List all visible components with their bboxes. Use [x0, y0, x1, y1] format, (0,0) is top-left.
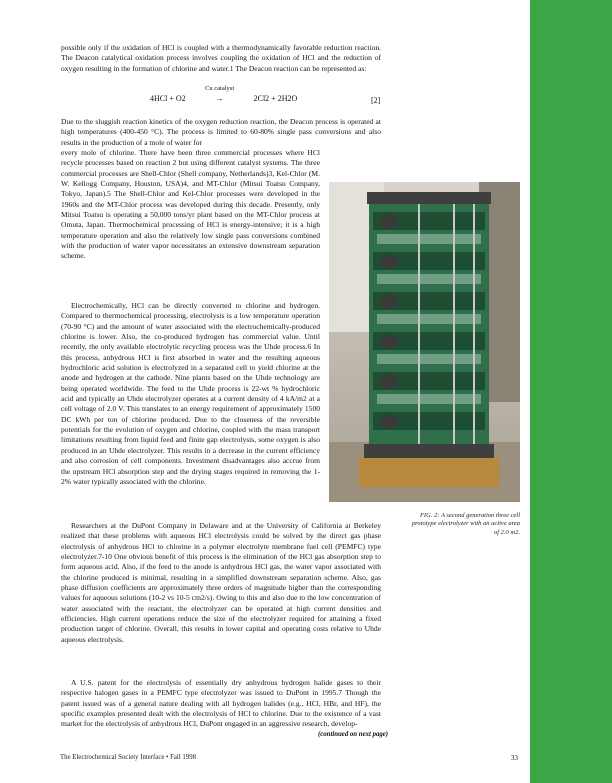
figure-caption: FIG. 2: A second generation three cell prototype electrolyzer with an active area of 2.0 m2. — [411, 512, 520, 536]
equation-arrow: → — [215, 94, 224, 103]
equation-number: [2] — [371, 96, 381, 105]
paragraph-3: Electrochemically, HCl can be directly converted to chlorine and hydrogen. Compared to thermochemical processing, electrolysis is a low temperature operation (70-90 °C) and the amount of water associated with the electrochemically-produced chlorine is lower. Also, the co-produced hydrogen has commercial value. Until recently, the only available electrolytic recycling process was the Uhde process.6 In this process, anhydrous HCl is first absorbed in water and the resulting aqueous hydrochloric acid solution is electrolyzed in a separated cell to yield chlorine at the anode and hydrogen at the cathode. Nine plants based on the Uhde technology are being operated worldwide. The feed to the Uhde process is 22-wt % hydrochloric acid and typically an Uhde electrolyzer operates at a current density of 4 kA/m2 at a cell voltage of 2.0 V. This translates to an energy requirement of approximately 1500 DC kWh per ton of chlorine produced. Due to the closeness of the reversible potentials for the evolution of oxygen and chlorine, coupled with the mass transport limitations resulting from liquid feed and finite gap electrolysis, some oxygen is also produced in an Uhde electrolyzer. This results in a decrease in the current efficiency and also corrosion of cell components. Investment disadvantages also accrue from the upstream HCl absorption step and the drying stages required in removing the 1-2% water typically associated with the chlorine. — [61, 301, 320, 486]
equation-arrow-label: Cu catalyst — [205, 85, 235, 92]
equation-left: 4HCl + O2 — [150, 94, 186, 103]
paragraph-1: possible only if the oxidation of HCl is coupled with a thermodynamically favorable reduction reaction. The Deacon catalytical oxidation process involves coupling the oxidation of HCl and the reduction of oxygen resulting in the formation of chlorine and water.1 The Deacon reaction can be represented as: — [61, 43, 381, 73]
page-number: 33 — [511, 754, 518, 762]
paragraph-2a: Due to the sluggish reaction kinetics of the oxygen reduction reaction, the Deacon process is operated at high temperatures (400-450 °C). The process is limited to 60-80% single pass conversions and also results in the production of a mole of water for — [61, 117, 381, 147]
electrolyzer-illustration — [329, 182, 520, 502]
paragraph-2b: every mole of chlorine. There have been three commercial processes where HCl recycle processes based on reaction 2 but using different catalyst systems. The three commercial processes are Shell-Chlor (Shell company, Netherlands)3, Kel-Chlor (M. W. Kellogg Company, Houston, USA)4, and MT-Chlor (Mitsui Toatsu Company, Tokyo, Japan).5 The Shell-Chlor and Kel-Chlor processes were developed in the 1960s and the MT-Chlor process was developed during this decade. Presently, only Mitsui Toatsu is operating a 50,000 tons/yr plant based on the MT-Chlor process at Omuta, Japan. Thermochemical processing of HCl is energy-intensive; it is a high temperature operation and also the relatively low single pass conversions combined with the production of water vapor necessitates an extensive downstream separation scheme. — [61, 148, 320, 261]
continued-note: (continued on next page) — [318, 731, 389, 738]
deacon-equation — [150, 85, 380, 103]
equation-right: 2Cl2 + 2H2O — [253, 94, 298, 103]
paragraph-5: A U.S. patent for the electrolysis of essentially dry anhydrous hydrogen halide gases to their respective halogen gases in a PEMFC type electrolyzer was issued to DuPont in 1995.7 Though the patent issued was of a general nature dealing with all hydrogen halides (e.g., HCl, HBr, and HF), the specific examples presented dealt with the electrolysis of HCl to chlorine. Due to the existence of a vast market for the electrolysis of anhydrous HCl, DuPont engaged in an aggressive research, develop- — [61, 678, 381, 729]
paragraph-4: Researchers at the DuPont Company in Delaware and at the University of California at Berkeley realized that these problems with aqueous HCl electrolysis could be solved by the direct gas phase electrolysis of anhydrous HCl to chlorine in a polymer electrolyte membrane fuel cell (PEMFC) type electrolyzer.7-10 One obvious benefit of this process is the elimination of the HCl gas absorption step to form aqueous acid. Also, if the feed to the anode is anhydrous HCl gas, the water vapor associated with the chlorine produced is minimal, resulting in a simplified downstream separation scheme. Also, gas phase diffusion coefficients are approximately three orders of magnitude higher than the corresponding values for aqueous solutions (10-2 vs 10-5 cm2/s). Owing to this and also due to the low concentration of water associated with the reactant, the electrolyzer can be operated at high current densities and efficiencies. High current operations reduce the size of the electrolyzer required for attaining a fixed production target of chlorine. Overall, this results in lower capital and operating costs relative to Uhde aqueous electrolysis. — [61, 521, 381, 644]
electrolyzer-photo — [329, 182, 520, 502]
footer: The Electrochemical Society Interface • Fall 1998 — [60, 754, 196, 761]
green-side-bar — [530, 0, 612, 783]
